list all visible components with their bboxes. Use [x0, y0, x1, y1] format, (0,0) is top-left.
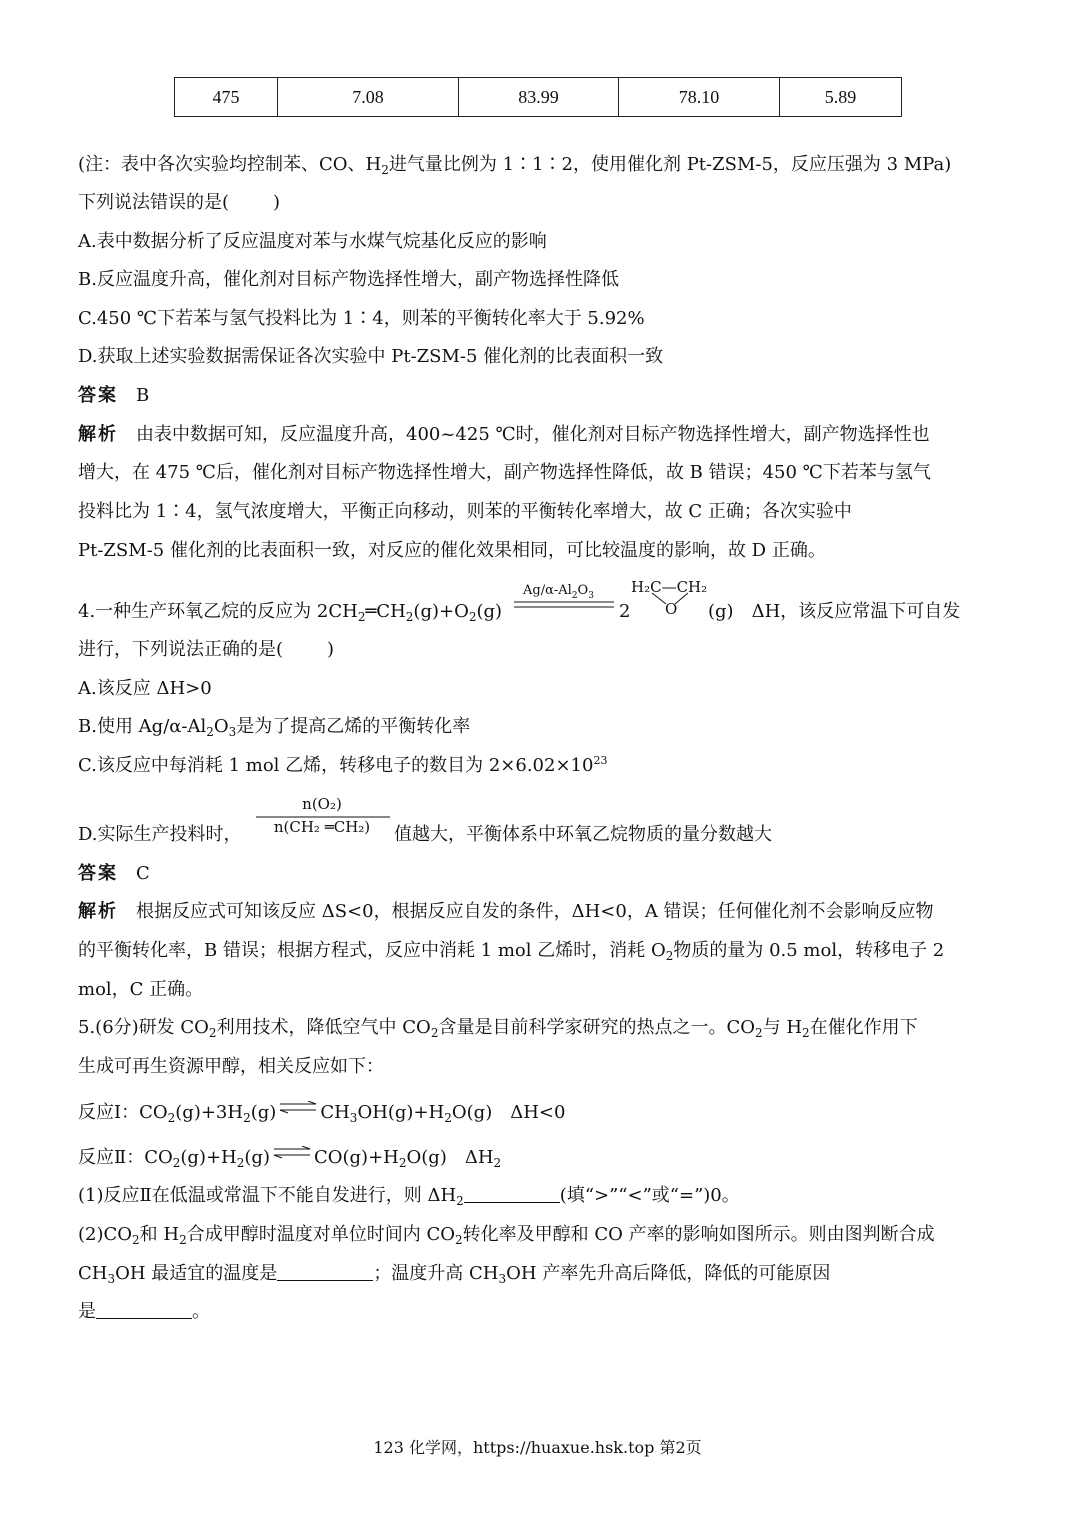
q4-stem-tail: (g) ΔH，该反应常温下可自发	[708, 601, 961, 622]
answer-blank[interactable]	[277, 1262, 373, 1281]
table-cell: 475	[175, 78, 278, 117]
q4-option-d: D.实际生产投料时，	[78, 824, 242, 845]
equilibrium-arrow-icon	[278, 1101, 318, 1115]
reaction-arrow-icon	[512, 599, 616, 611]
epoxide-structure-top: H₂C—CH₂	[631, 578, 708, 596]
q4-stem: 4.一种生产环氧乙烷的反应为 $2CH_2═CH_2(g)+O_2(g)$	[78, 601, 503, 624]
q3-option-a: A.表中数据分析了反应温度对苯与水煤气烷基化反应的影响	[78, 231, 547, 252]
table-cell: 7.08	[278, 78, 459, 117]
q3-analysis-3: 投料比为 1∶4，氢气浓度增大，平衡正向移动，则苯的平衡转化率增大，故 C 正确；各次实验中	[78, 501, 852, 522]
q4-analysis-3: mol，C 正确。	[78, 979, 204, 1000]
q5-stem-1: 5.(6分)研发 $CO_2$利用技术，降低空气中 $CO_2$含量是目前科学家研究的热点之一。$CO_2$与 $H_2$在催化作用下	[78, 1017, 918, 1040]
q3-option-d: D.获取上述实验数据需保证各次实验中 Pt-ZSM-5 催化剂的比表面积一致	[78, 346, 664, 367]
q4-analysis-1: 解析 根据反应式可知该反应 ΔS<0，根据反应自发的条件，ΔH<0，A 错误；任何催化剂不会影响反应物	[78, 901, 934, 922]
epoxide-oxygen: O	[665, 600, 678, 618]
q4-analysis-2: 的平衡转化率，B 错误；根据方程式，反应中消耗 1 mol 乙烯时，消耗 $O_2$物质的量为 0.5 mol，转移电子 2	[78, 940, 945, 963]
fraction-denominator: n(CH₂ ═CH₂)	[273, 818, 371, 836]
product-coefficient: 2	[619, 601, 631, 622]
answer-blank[interactable]	[96, 1300, 192, 1319]
q5-part-1: (1)反应Ⅱ在低温或常温下不能自发进行，则 $\Delta H_2$ (填“>”“<”或“=”)0。	[78, 1185, 740, 1208]
answer-blank[interactable]	[464, 1184, 560, 1203]
q4-option-d-tail: 值越大，平衡体系中环氧乙烷物质的量分数越大	[394, 824, 772, 845]
q3-option-c: C.450 ℃下若苯与氢气投料比为 1∶4，则苯的平衡转化率大于 5.92%	[78, 308, 645, 329]
fraction-numerator: n(O₂)	[302, 795, 342, 813]
q4-answer: 答案 C	[78, 863, 150, 884]
reaction-1: 反应Ⅰ：$CO_2(g)+3H_2(g)$ $CH_3OH(g)+H_2O(g)$ ΔH<0	[78, 1102, 566, 1125]
q4-option-b: B.使用 $Ag/\alpha-Al_2O_3$是为了提高乙烯的平衡转化率	[78, 716, 471, 739]
table-cell: 83.99	[459, 78, 619, 117]
q3-analysis-1: 解析 由表中数据可知，反应温度升高，400~425 ℃时，催化剂对目标产物选择性增大，副产物选择性也	[78, 424, 930, 445]
q3-stem: 下列说法错误的是( )	[78, 192, 281, 213]
q4-option-c: C.该反应中每消耗 1 mol 乙烯，转移电子的数目为 $2\times 6.02\times 10^{23}$	[78, 754, 608, 776]
q3-analysis-4: Pt-ZSM-5 催化剂的比表面积一致，对反应的催化效果相同，可比较温度的影响，故 D 正确。	[78, 540, 826, 561]
q3-option-b: B.反应温度升高，催化剂对目标产物选择性增大，副产物选择性降低	[78, 269, 619, 290]
q3-answer: 答案 B	[78, 385, 150, 406]
catalyst-label: $Ag/\alpha-Al_2O_3$	[523, 583, 594, 601]
table-cell: 78.10	[619, 78, 780, 117]
q3-note: (注：表中各次实验均控制苯、CO、$H_2$进气量比例为 1∶1∶2，使用催化剂 Pt-ZSM-5，反应压强为 3 MPa)	[78, 154, 952, 177]
q5-stem-2: 生成可再生资源甲醇，相关反应如下：	[78, 1056, 384, 1077]
page-footer: 123 化学网，https://huaxue.hsk.top 第2页	[373, 1438, 702, 1457]
reaction-2: 反应Ⅱ：$CO_2(g)+H_2(g)$ $CO(g)+H_2O(g)$ $\Delta H_2$	[78, 1147, 502, 1170]
table-cell: 5.89	[780, 78, 902, 117]
equilibrium-arrow-icon	[272, 1146, 312, 1160]
q5-part-2: $(2)CO_2$和 $H_2$合成甲醇时温度对单位时间内 $CO_2$转化率及甲醇和 CO 产率的影响如图所示。则由图判断合成	[78, 1224, 935, 1247]
q3-analysis-2: 增大，在 475 ℃后，催化剂对目标产物选择性增大，副产物选择性降低，故 B 错误；450 ℃下若苯与氢气	[78, 462, 931, 483]
q5-part-2-line-3: 是 。	[78, 1301, 210, 1322]
q4-stem-2: 进行，下列说法正确的是( )	[78, 639, 335, 660]
table-row	[175, 78, 902, 117]
q5-part-2-line-2: $CH_3OH$ 最适宜的温度是 ；温度升高 $CH_3OH$ 产率先升高后降低，降低的可能原因	[78, 1263, 831, 1286]
data-table	[174, 77, 902, 117]
q4-option-a: A.该反应 ΔH>0	[78, 678, 212, 699]
